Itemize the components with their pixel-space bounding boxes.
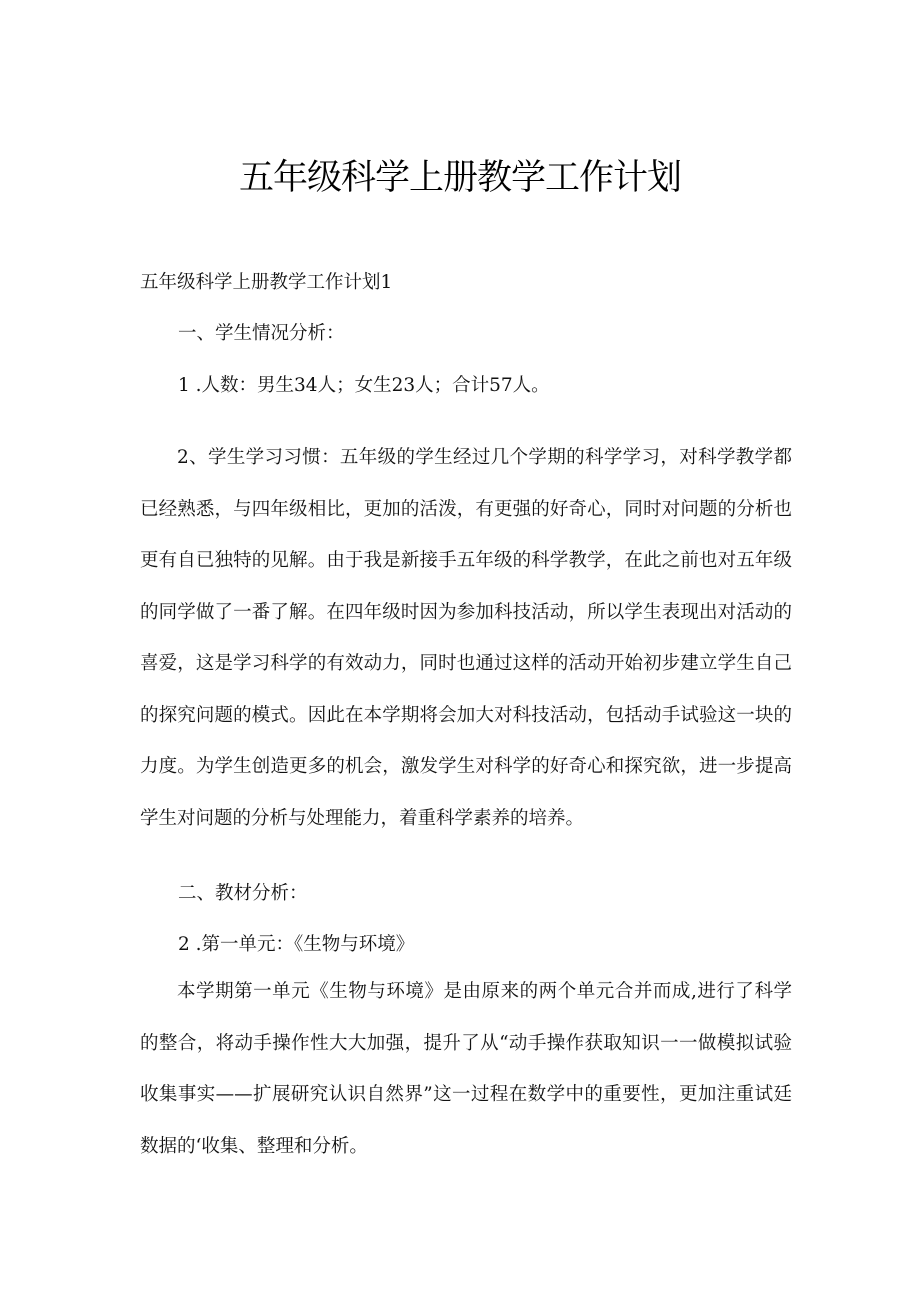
student-count-item: 1 .人数：男生34人；女生23人；合计57人。 [178, 375, 550, 396]
document-title: 五年级科学上册教学工作计划 [238, 158, 681, 198]
document-subtitle: 五年级科学上册教学工作计划1 [140, 272, 393, 293]
learning-habits-paragraph: 2、学生学习习惯：五年级的学生经过几个学期的科学学习，对科学教学都已经熟悉，与四年级相比，更加的活泼，有更强的好奇心，同时对问题的分析也更有自已独特的见解。由于我是新接手五年级的科学教学，在此之前也对五年级的同学做了一番了解。在四年级时因为参加科技活动，所以学生表现出对活动的喜爱，这是学习科学的有效动力，同时也通过这样的活动开始初步建立学生自己的探究问题的模式。因此在本学期将会加大对科技活动，包括动手试验这一块的力度。为学生创造更多的机会，激发学生对科学的好奇心和探究欲，进一步提高学生对问题的分析与处理能力，着重科学素养的培养。 [140, 447, 792, 829]
section-heading-student-analysis: 一、学生情况分析： [178, 323, 345, 344]
unit-one-paragraph: 本学期第一单元《生物与环境》是由原来的两个单元合并而成,进行了科学的整合，将动手操作性大大加强，提升了从“动手操作获取知识一一做模拟试验收集事实——扩展研究认识自然界”这一过程在数学中的重要性，更加注重试廷数据的‘收集、整理和分析。 [140, 981, 792, 1157]
unit-one-heading: 2 .第一单元：《生物与环境》 [178, 934, 415, 955]
section-heading-textbook-analysis: 二、教材分析： [178, 883, 308, 904]
